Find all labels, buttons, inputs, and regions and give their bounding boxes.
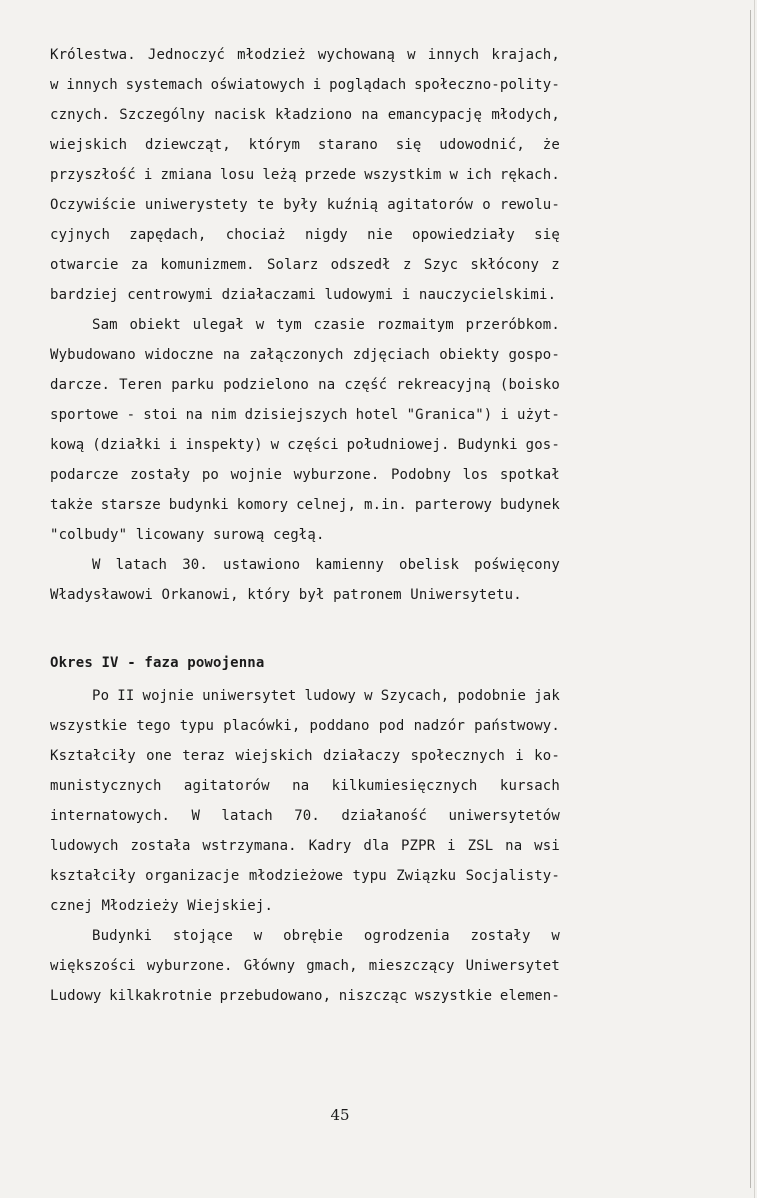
word: Solarz: [266, 257, 319, 273]
word: PZPR: [400, 838, 436, 854]
word: na: [292, 778, 310, 794]
text-line: [50, 430, 560, 460]
word: rekreacyjną: [396, 377, 491, 393]
word: załączonych: [249, 347, 344, 363]
word: poddano: [309, 718, 370, 734]
word: uniwersytet: [202, 688, 297, 704]
text-line: [50, 340, 560, 370]
word: Socjalisty-: [465, 868, 560, 884]
word: z: [402, 257, 412, 273]
word: podzielono: [223, 377, 309, 393]
word: chociaż: [225, 227, 286, 243]
word: Uniwersytet: [465, 958, 560, 974]
word: tego: [136, 718, 171, 734]
word: Szyc: [423, 257, 459, 273]
paragraph: [50, 40, 560, 310]
word: na: [505, 838, 523, 854]
word: typu: [352, 868, 387, 884]
word: państwowy.: [474, 718, 560, 734]
word: i: [447, 838, 456, 854]
word: dla: [363, 838, 390, 854]
text-line: "colbudy" licowany surową cegłą.: [50, 527, 325, 543]
word: nadzór: [413, 718, 466, 734]
word: starsze: [100, 497, 161, 513]
word: i: [500, 407, 509, 423]
word: Sam: [92, 317, 118, 333]
word: ogrodzenia: [363, 928, 450, 944]
word: budynek: [499, 497, 560, 513]
word: Główny: [243, 958, 296, 974]
word: czasie: [313, 317, 365, 333]
text-line: [50, 250, 560, 280]
word: wsi: [534, 838, 560, 854]
word: wiejskich: [50, 137, 128, 153]
word: Podobny: [390, 467, 452, 483]
word: wszystkim: [364, 167, 442, 183]
word: budynki: [168, 497, 229, 513]
word: społecznych: [410, 748, 505, 764]
word: gospo-: [508, 347, 560, 363]
text-line: cznej Młodzieży Wiejskiej.: [50, 898, 274, 914]
page-edge-line: [750, 10, 751, 1188]
word: młodych,: [491, 107, 560, 123]
word: odszedł: [330, 257, 391, 273]
word: m.in.: [364, 497, 407, 513]
word: nie: [367, 227, 393, 243]
word: Teren: [119, 377, 163, 393]
word: internatowych.: [50, 808, 171, 824]
word: ludowy: [304, 688, 356, 704]
word: Budynki: [457, 437, 518, 453]
word: Kadry: [308, 838, 352, 854]
word: wyburzone.: [293, 467, 380, 483]
word: latach: [115, 557, 168, 573]
text-line: [50, 831, 560, 861]
word: agitatorów: [183, 778, 270, 794]
word: los: [462, 467, 489, 483]
text-line: [50, 711, 560, 741]
word: młodzieżowe: [248, 868, 344, 884]
word: ko-: [534, 748, 560, 764]
word: za: [130, 257, 149, 273]
document-body-top: [50, 40, 560, 610]
word: uniwerystety: [144, 197, 248, 213]
word: dzisiejszych: [244, 407, 348, 423]
word: Związku: [396, 868, 457, 884]
word: systemach: [125, 77, 203, 93]
word: kilkumiesięcznych: [331, 778, 478, 794]
word: losu: [219, 167, 255, 183]
word: młodzież: [237, 47, 306, 63]
text-line: bardziej centrowymi działaczami ludowymi i nauczycielskimi.: [50, 287, 557, 303]
paragraph: [50, 310, 560, 550]
word: innych: [66, 77, 118, 93]
word: kładziono: [274, 107, 353, 123]
word: wiejskich: [235, 748, 313, 764]
word: II: [117, 688, 135, 704]
word: o: [482, 197, 491, 213]
text-line: [50, 460, 560, 490]
word: 30.: [182, 557, 208, 573]
word: stoi: [143, 407, 178, 423]
word: zostały: [470, 928, 531, 944]
word: stojące: [172, 928, 233, 944]
text-line: [50, 100, 560, 130]
word: się: [395, 137, 422, 153]
word: na: [318, 377, 336, 393]
word: obelisk: [399, 557, 460, 573]
word: część: [344, 377, 388, 393]
word: poglądach: [329, 77, 407, 93]
text-line: [50, 190, 560, 220]
word: -: [126, 407, 136, 423]
word: obiekty: [439, 347, 500, 363]
word: ulegał: [192, 317, 245, 333]
word: wojnie: [142, 688, 194, 704]
word: rewolu-: [499, 197, 560, 213]
word: (działki: [92, 437, 161, 453]
word: nim: [210, 407, 237, 423]
text-line: [50, 550, 560, 580]
text-line: [50, 951, 560, 981]
word: podarcze: [50, 467, 119, 483]
word: mieszczący: [368, 958, 455, 974]
word: na: [222, 347, 241, 363]
text-line: [50, 771, 560, 801]
word: że: [542, 137, 560, 153]
word: użyt-: [517, 407, 560, 423]
word: darcze.: [50, 377, 111, 393]
word: wszystkie: [415, 988, 493, 1004]
word: nacisk: [214, 107, 266, 123]
word: teraz: [182, 748, 226, 764]
word: wyburzone.: [146, 958, 233, 974]
word: gmach,: [306, 958, 358, 974]
word: kową: [50, 437, 85, 453]
word: rozmaitym: [376, 317, 454, 333]
text-line: [50, 801, 560, 831]
word: (boisko: [499, 377, 560, 393]
word: w: [270, 437, 280, 453]
word: agitatorów: [387, 197, 474, 213]
word: komory: [236, 497, 289, 513]
word: inspekty): [185, 437, 263, 453]
word: cznych.: [50, 107, 111, 123]
word: w: [407, 47, 416, 63]
page-edge-shadow: [754, 0, 755, 1198]
word: ich: [466, 167, 492, 183]
word: wojnie: [230, 467, 283, 483]
word: działaność: [341, 808, 428, 824]
word: południowej.: [346, 437, 450, 453]
word: podobnie: [457, 688, 527, 704]
word: spotkał: [499, 467, 560, 483]
word: wstrzymana.: [202, 838, 297, 854]
text-line: Władysławowi Orkanowi, który był patronem Uniwersytetu.: [50, 587, 522, 603]
word: poświęcony: [474, 557, 560, 573]
word: jak: [534, 688, 560, 704]
section-heading: Okres IV - faza powojenna: [50, 655, 265, 671]
word: się: [534, 227, 560, 243]
word: opowiedziały: [412, 227, 515, 243]
word: Królestwa.: [50, 47, 136, 63]
word: przede: [304, 167, 357, 183]
word: i: [143, 167, 153, 183]
word: leżą: [262, 167, 297, 183]
word: kilkakrotnie: [109, 988, 213, 1004]
word: i: [168, 437, 178, 453]
word: parku: [171, 377, 215, 393]
word: parterowy: [414, 497, 493, 513]
word: 70.: [294, 808, 320, 824]
word: munistycznych: [50, 778, 162, 794]
word: Ludowy: [50, 988, 102, 1004]
word: widoczne: [145, 347, 214, 363]
word: kamienny: [315, 557, 384, 573]
word: którym: [248, 137, 301, 153]
text-line: [50, 861, 560, 891]
text-line: [50, 741, 560, 771]
word: tym: [276, 317, 302, 333]
word: skłócony: [470, 257, 540, 273]
word: celnej,: [296, 497, 357, 513]
word: latach: [221, 808, 273, 824]
word: one: [146, 748, 172, 764]
word: kursach: [499, 778, 560, 794]
word: w: [255, 317, 265, 333]
text-line: [50, 490, 560, 520]
word: hotel: [355, 407, 399, 423]
word: Kształciły: [50, 748, 136, 764]
text-line: [50, 160, 560, 190]
text-line: [50, 40, 560, 70]
word: w: [50, 77, 59, 93]
text-line: [50, 130, 560, 160]
paragraph: [50, 681, 560, 921]
text-line: [50, 921, 560, 951]
word: Szycach,: [380, 688, 450, 704]
word: rękach.: [499, 167, 560, 183]
text-line: [50, 220, 560, 250]
paragraph: [50, 921, 560, 1011]
word: W: [92, 557, 101, 573]
word: większości: [50, 958, 136, 974]
word: kuźnią: [326, 197, 379, 213]
word: także: [50, 497, 93, 513]
word: obrębie: [283, 928, 344, 944]
word: ustawiono: [223, 557, 301, 573]
word: zapędach,: [129, 227, 207, 243]
word: gos-: [525, 437, 560, 453]
word: zostały: [130, 467, 191, 483]
word: otwarcie: [50, 257, 119, 273]
word: organizacje: [145, 868, 240, 884]
text-line: [50, 370, 560, 400]
word: wszystkie: [50, 718, 128, 734]
word: po: [201, 467, 219, 483]
text-line: [50, 400, 560, 430]
word: sportowe: [50, 407, 119, 423]
word: ludowych: [50, 838, 119, 854]
word: W: [191, 808, 201, 824]
text-line: [50, 310, 560, 340]
word: w: [449, 167, 459, 183]
word: typu: [179, 718, 215, 734]
word: emancypację: [387, 107, 483, 123]
word: Oczywiście: [50, 197, 136, 213]
word: uniwersytetów: [448, 808, 560, 824]
word: pod: [378, 718, 405, 734]
word: przebudowano,: [219, 988, 332, 1004]
word: cyjnych: [50, 227, 111, 243]
word: te: [256, 197, 275, 213]
word: ZSL: [467, 838, 494, 854]
word: krajach,: [491, 47, 560, 63]
word: wychowaną: [317, 47, 396, 63]
word: były: [283, 197, 318, 213]
word: Jednoczyć: [147, 47, 226, 63]
word: Wybudowano: [50, 347, 136, 363]
word: komunizmem.: [160, 257, 255, 273]
word: Szczególny: [119, 107, 206, 123]
word: placówki,: [223, 718, 301, 734]
word: nigdy: [304, 227, 348, 243]
text-line: [50, 981, 560, 1011]
word: dziewcząt,: [145, 137, 231, 153]
page-number: 45: [330, 1106, 350, 1124]
word: społeczno-polity-: [414, 77, 560, 93]
paragraph: [50, 550, 560, 610]
word: i: [515, 748, 524, 764]
word: na: [361, 107, 379, 123]
word: z: [551, 257, 560, 273]
word: na: [185, 407, 203, 423]
word: w: [253, 928, 263, 944]
word: przyszłość: [50, 167, 136, 183]
word: niszcząc: [338, 988, 408, 1004]
word: "Granica"): [406, 407, 493, 423]
word: udowodnić,: [439, 137, 526, 153]
text-line: [50, 681, 560, 711]
word: i: [312, 77, 322, 93]
word: elemen-: [499, 988, 560, 1004]
word: Po: [92, 688, 110, 704]
word: oświatowych: [210, 77, 305, 93]
word: starano: [317, 137, 378, 153]
word: w: [551, 928, 560, 944]
word: zmiana: [160, 167, 212, 183]
text-line: [50, 70, 560, 100]
word: innych: [427, 47, 480, 63]
word: kształciły: [50, 868, 136, 884]
document-body-bottom: [50, 645, 560, 1011]
word: zdjęciach: [352, 347, 431, 363]
word: Budynki: [92, 928, 153, 944]
word: obiekt: [129, 317, 181, 333]
word: została: [130, 838, 191, 854]
word: przeróbkom.: [465, 317, 560, 333]
word: działaczy: [322, 748, 401, 764]
word: w: [364, 688, 373, 704]
word: części: [287, 437, 339, 453]
